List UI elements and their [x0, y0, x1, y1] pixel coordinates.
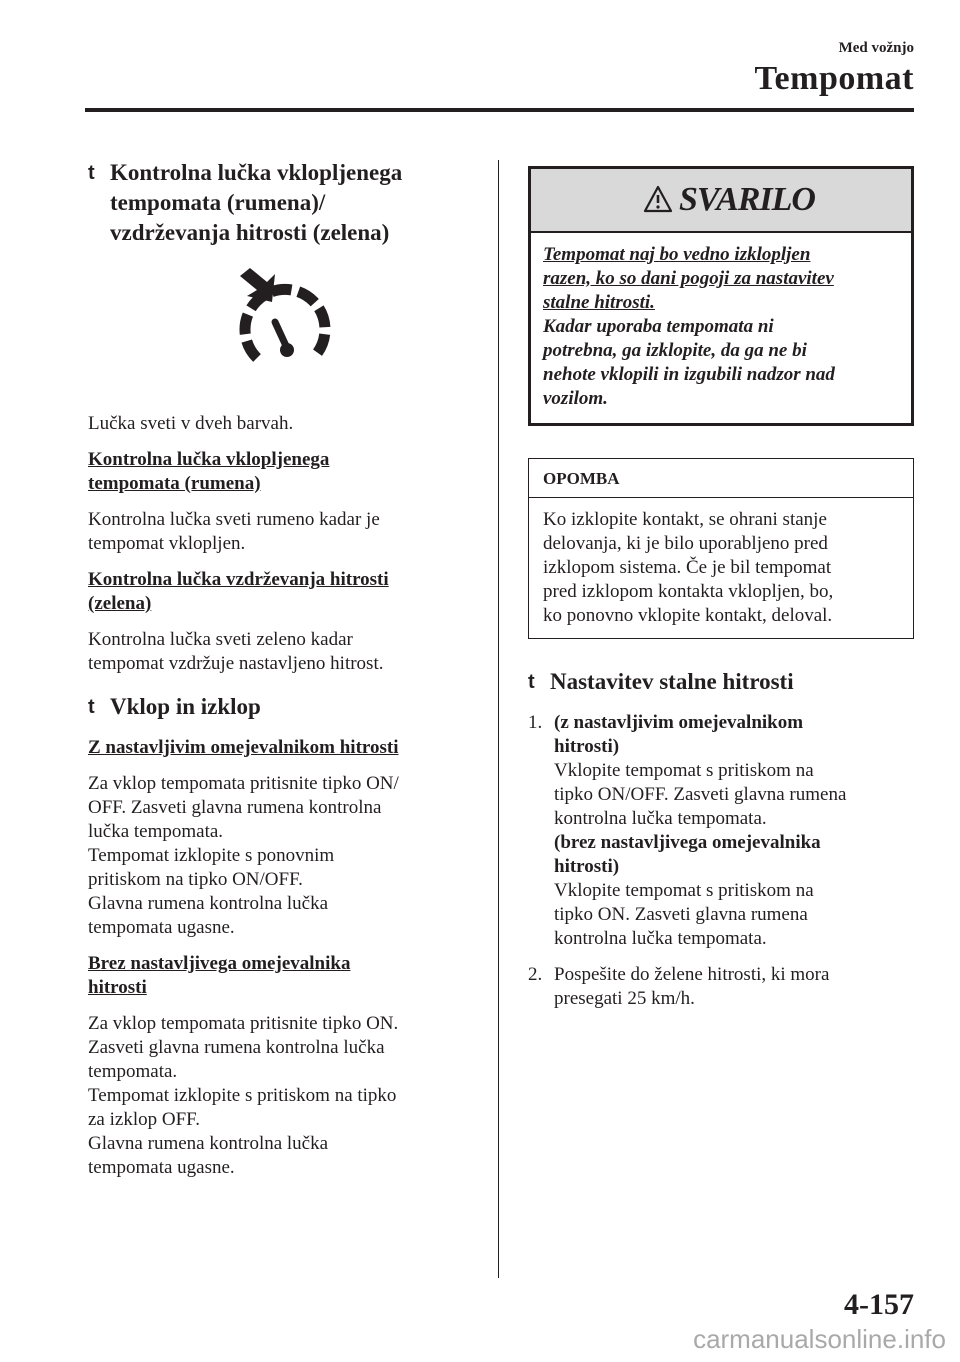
section-bullet: t — [88, 162, 95, 184]
warning-title: SVARILO — [679, 181, 815, 218]
green-text: Kontrolna lučka sveti zeleno kadar tempomat vzdržuje nastavljeno hitrost. — [88, 629, 384, 674]
header-section: Med vožnjo — [838, 40, 914, 56]
steps-list — [528, 711, 914, 1011]
indicator-figure — [88, 268, 470, 398]
note-body: Ko izklopite kontakt, se ohrani stanje delovanja, ki je bilo uporabljeno pred izklopom sistema. Če je bil tempomat pred izklopom kontakta vklopljen, bo, ko ponovno vklopite kontakt, deloval. — [543, 509, 834, 626]
subheading-yellow: Kontrolna lučka vklopljenega tempomata (rumena) — [88, 449, 330, 494]
section-heading-set-speed: t Nastavitev stalne hitrosti — [528, 669, 794, 694]
section-heading-indicator: t Kontrolna lučka vklopljenega tempomata (rumena)/ vzdrževanja hitrosti (zelena) — [88, 160, 403, 245]
subheading-without-limiter: Brez nastavljivega omejevalnika hitrosti — [88, 953, 351, 998]
page-number: 4-157 — [844, 1288, 914, 1321]
cruise-control-speedometer-icon — [228, 268, 338, 396]
list-item: 2. Pospešite do želene hitrosti, ki mora presegati 25 km/h. — [528, 964, 830, 1009]
with-limiter-text: Za vklop tempomata pritisnite tipko ON/ OFF. Zasveti glavna rumena kontrolna lučka tempomata. Tempomat izklopite s ponovnim pritiskom na tipko ON/OFF. Glavna rumena kontrolna lučka tempomata ugasne. — [88, 773, 399, 938]
section-heading-onoff: t Vklop in izklop — [88, 694, 261, 719]
yellow-text: Kontrolna lučka sveti rumeno kadar je tempomat vklopljen. — [88, 509, 380, 554]
page-title: Tempomat — [754, 60, 914, 97]
list-item: 1. (z nastavljivim omejevalnikom hitrosti) Vklopite tempomat s pritiskom na tipko ON/OFF. Zasveti glavna rumena kontrolna lučka tempomata. (brez nastavljivega omejevalnika hitrosti) Vklopite tempomat s pritiskom na tipko ON. Zasveti glavna rumena kontrolna lučka tempomata. — [528, 712, 847, 949]
intro-text: Lučka sveti v dveh barvah. — [88, 413, 294, 434]
watermark: carmanualsonline.info — [693, 1324, 946, 1354]
warning-header — [531, 169, 911, 233]
subheading-with-limiter: Z nastavljivim omejevalnikom hitrosti — [88, 737, 399, 758]
note-box — [528, 458, 914, 639]
without-limiter-text: Za vklop tempomata pritisnite tipko ON. Zasveti glavna rumena kontrolna lučka tempomata. Tempomat izklopite s pritiskom na tipko za izklop OFF. Glavna rumena kontrolna lučka tempomata ugasne. — [88, 1013, 399, 1178]
warning-box — [528, 166, 914, 426]
warning-body: Tempomat naj bo vedno izklopljen razen, ko so dani pogoji za nastavitev stalne hitrosti. Kadar uporaba tempomata ni potrebna, ga izklopite, da ga ne bi nehote vklopili in izgubili nadzor nad vozilom. — [543, 244, 835, 409]
header-rule — [85, 108, 914, 112]
warning-triangle-icon — [643, 185, 673, 213]
column-divider — [498, 160, 499, 1278]
subheading-green: Kontrolna lučka vzdrževanja hitrosti (zelena) — [88, 569, 389, 614]
left-column — [88, 158, 470, 1192]
note-title: OPOMBA — [529, 459, 913, 498]
right-column — [528, 166, 914, 1023]
